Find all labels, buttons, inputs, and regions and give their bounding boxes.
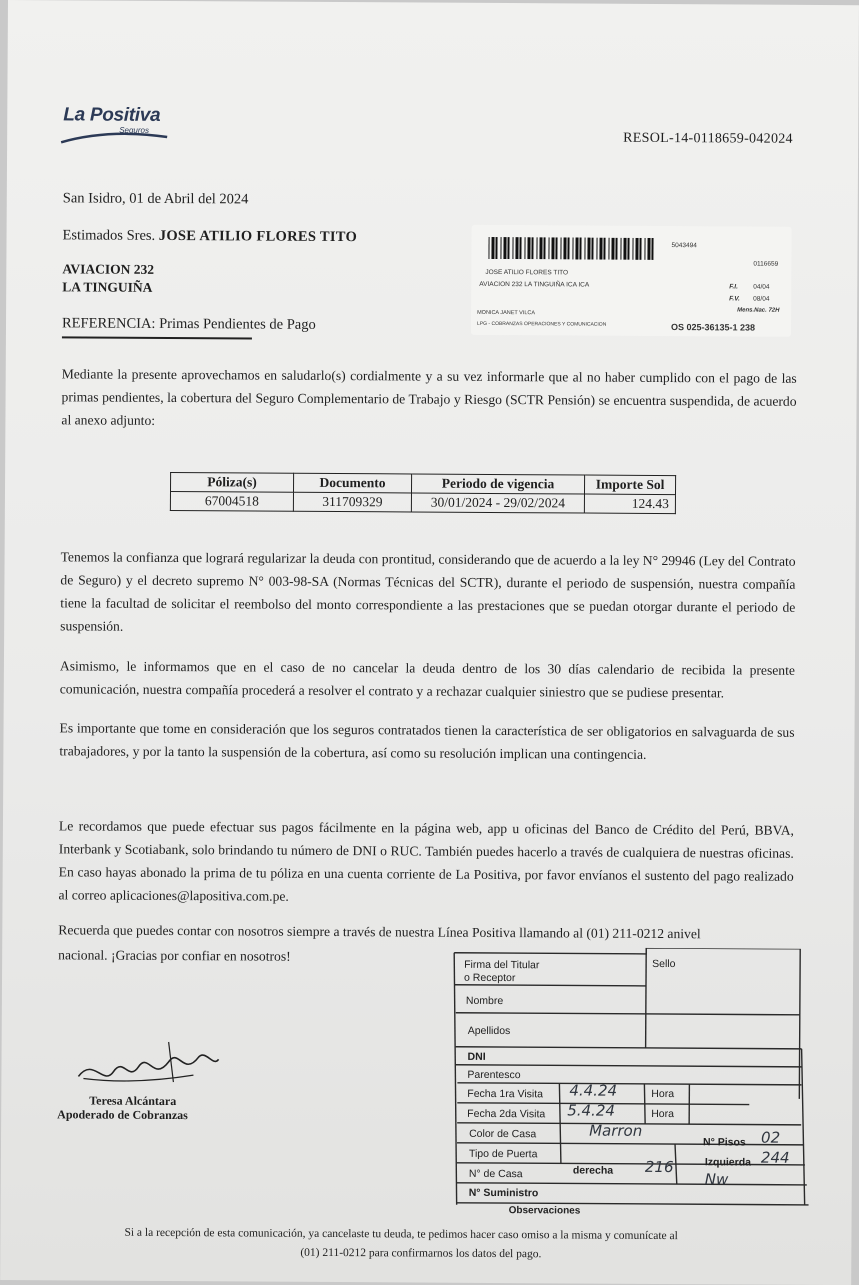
label-fi: F.I. xyxy=(729,283,738,291)
label-mens: Mens.Nac. 72H xyxy=(737,307,780,314)
form-color-label: Color de Casa xyxy=(469,1127,537,1141)
greeting-prefix: Estimados Sres. xyxy=(62,227,156,244)
form-fecha2-label: Fecha 2da Visita xyxy=(467,1107,546,1121)
form-pisos-label: N° Pisos xyxy=(702,1136,746,1149)
label-address: AVIACION 232 LA TINGUIÑA ICA ICA xyxy=(479,280,590,289)
address-line1: AVIACION 232 xyxy=(62,261,155,277)
col-header-periodo: Periodo de vigencia xyxy=(411,474,584,494)
label-os: OS 025-36135-1 238 xyxy=(670,322,756,333)
form-pisos-value: 02 xyxy=(761,1128,781,1147)
form-sello-label: Sello xyxy=(652,957,676,971)
paragraph-5: Le recordamos que puede efectuar sus pagos fácilmente en la página web, app u oficinas del Banco de Crédito del Perú, BBVA, Interbank y Scotiabank, solo brindando tu número de DNI o RUC. También puedes hacerlo a través de cualquiera de nuestras oficinas. En caso hayas abonado la prima de tu póliza en una cuenta corriente de La Positiva, por favor envíanos el sustento del pago realizado al correo aplicaciones@lapositiva.com.pe. xyxy=(58,818,794,904)
form-hora1-label: Hora xyxy=(651,1087,675,1101)
form-derecha-label: derecha xyxy=(572,1164,614,1177)
signer-role: Apoderado de Cobranzas xyxy=(57,1107,188,1123)
col-header-documento: Documento xyxy=(293,473,411,493)
form-suministro-label: N° Suministro xyxy=(468,1186,539,1200)
handwritten-signature xyxy=(73,1036,223,1097)
paragraph-6-line1: Recuerda que puedes contar con nosotros siempre a través de nuestra Línea Positiva llamando al (01) 211-0212 anivel xyxy=(58,922,701,942)
table-row xyxy=(170,492,675,514)
delivery-form xyxy=(449,947,811,1217)
form-firma-label-2: o Receptor xyxy=(463,971,516,985)
label-fi-value: 04/04 xyxy=(753,283,770,291)
footer-line2: (01) 211-0212 para confirmarnos los datos del pago. xyxy=(300,1246,542,1261)
label-agent: MONICA JANET VILCA xyxy=(477,309,536,317)
footer-line1: Si a la recepción de esta comunicación, ya cancelaste tu deuda, te pedimos hacer caso omiso a la misma y comunícate al xyxy=(124,1226,678,1243)
form-izquierda-value: 244 xyxy=(760,1148,790,1167)
form-parentesco-label: Parentesco xyxy=(467,1068,521,1082)
label-fv: F.V. xyxy=(729,295,740,303)
greeting xyxy=(63,227,358,246)
cell-periodo: 30/01/2024 - 29/02/2024 xyxy=(411,493,584,513)
form-dni-label: DNI xyxy=(467,1050,486,1063)
label-fv-value: 08/04 xyxy=(753,295,770,303)
form-fecha2-value: 5.4.24 xyxy=(567,1101,616,1120)
reference-line: REFERENCIA: Primas Pendientes de Pago xyxy=(61,315,316,333)
form-ncasa-label: N° de Casa xyxy=(468,1167,523,1181)
reference-underline xyxy=(62,336,252,339)
paragraph-4: Es importante que tome en consideración que los seguros contratados tienen la característica de ser obligatorios en salvaguarda de sus trabajadores, y por la tanto la suspensión de la cobertura, así como su resolución implican una contingencia. xyxy=(59,720,795,762)
resolution-code: RESOL-14-0118659-042024 xyxy=(623,130,793,147)
mailing-label xyxy=(471,225,792,337)
form-fecha1-value: 4.4.24 xyxy=(569,1081,618,1100)
form-nombre-label: Nombre xyxy=(465,994,504,1008)
form-fecha1-label: Fecha 1ra Visita xyxy=(467,1087,544,1101)
col-header-poliza: Póliza(s) xyxy=(171,473,294,493)
paragraph-1: Mediante la presente aprovechamos en saludarlo(s) cordialmente y a su vez informarle que al no haber cumplido con el pago de las primas pendientes, la cobertura del Seguro Complementario de Trabajo y Riesgo (SCTR Pensión) se encuentra suspendida, de acuerdo al anexo adjunto: xyxy=(61,366,797,428)
form-obs-value: Nw xyxy=(704,1170,729,1189)
label-name: JOSE ATILIO FLORES TITO xyxy=(485,268,569,277)
signer-name: Teresa Alcántara xyxy=(89,1093,177,1109)
cell-poliza: 67004518 xyxy=(170,492,293,512)
form-apellidos-label: Apellidos xyxy=(467,1024,511,1038)
letter-date: San Isidro, 01 de Abril del 2024 xyxy=(62,190,249,208)
form-derecha-value: 216 xyxy=(644,1157,674,1177)
form-color-value: Marron xyxy=(589,1121,643,1140)
logo-swoosh-icon xyxy=(59,130,169,147)
cell-documento: 311709329 xyxy=(293,492,411,512)
policy-table xyxy=(170,472,676,514)
form-hora2-label: Hora xyxy=(651,1107,675,1121)
barcode-icon xyxy=(488,237,658,260)
recipient-name: JOSE ATILIO FLORES TITO xyxy=(158,227,358,246)
form-firma-label: Firma del Titular xyxy=(464,958,540,972)
form-observaciones-label: Observaciones xyxy=(508,1205,581,1217)
cell-importe: 124.43 xyxy=(584,494,675,514)
form-puerta-label: Tipo de Puerta xyxy=(468,1147,538,1161)
label-code: 5043494 xyxy=(671,242,697,250)
company-logo: La Positiva xyxy=(63,104,161,126)
paragraph-6-line2: nacional. ¡Gracias por confiar en nosotros! xyxy=(58,947,291,964)
logo-subtitle: Seguros xyxy=(119,125,150,135)
form-izquierda-label: Izquierda xyxy=(704,1156,752,1169)
label-dept: LPG - COBRANZAS OPERACIONES Y COMUNICACION xyxy=(477,320,607,328)
label-number: 0116659 xyxy=(753,260,779,268)
address-line2: LA TINGUIÑA xyxy=(62,279,153,295)
paragraph-3: Asimismo, le informamos que en el caso de no cancelar la deuda dentro de los 30 días calendario de recibida la presente comunicación, nuestra compañía procederá a resolver el contrato y a rechazar cualquier siniestro que se pudiese presentar. xyxy=(59,658,795,701)
paragraph-2: Tenemos la confianza que logrará regularizar la deuda con prontitud, considerando que de acuerdo a la ley N° 29946 (Ley del Contrato de Seguro) y el decreto supremo N° 003-98-SA (Normas Técnicas del SCTR), durante el periodo de suspensión, nuestra compañía tiene la facultad de solicitar el reembolso del monto correspondiente a las prestaciones que se puedan otorgar durante el periodo de suspensión. xyxy=(60,549,796,634)
col-header-importe: Importe Sol xyxy=(584,475,675,495)
